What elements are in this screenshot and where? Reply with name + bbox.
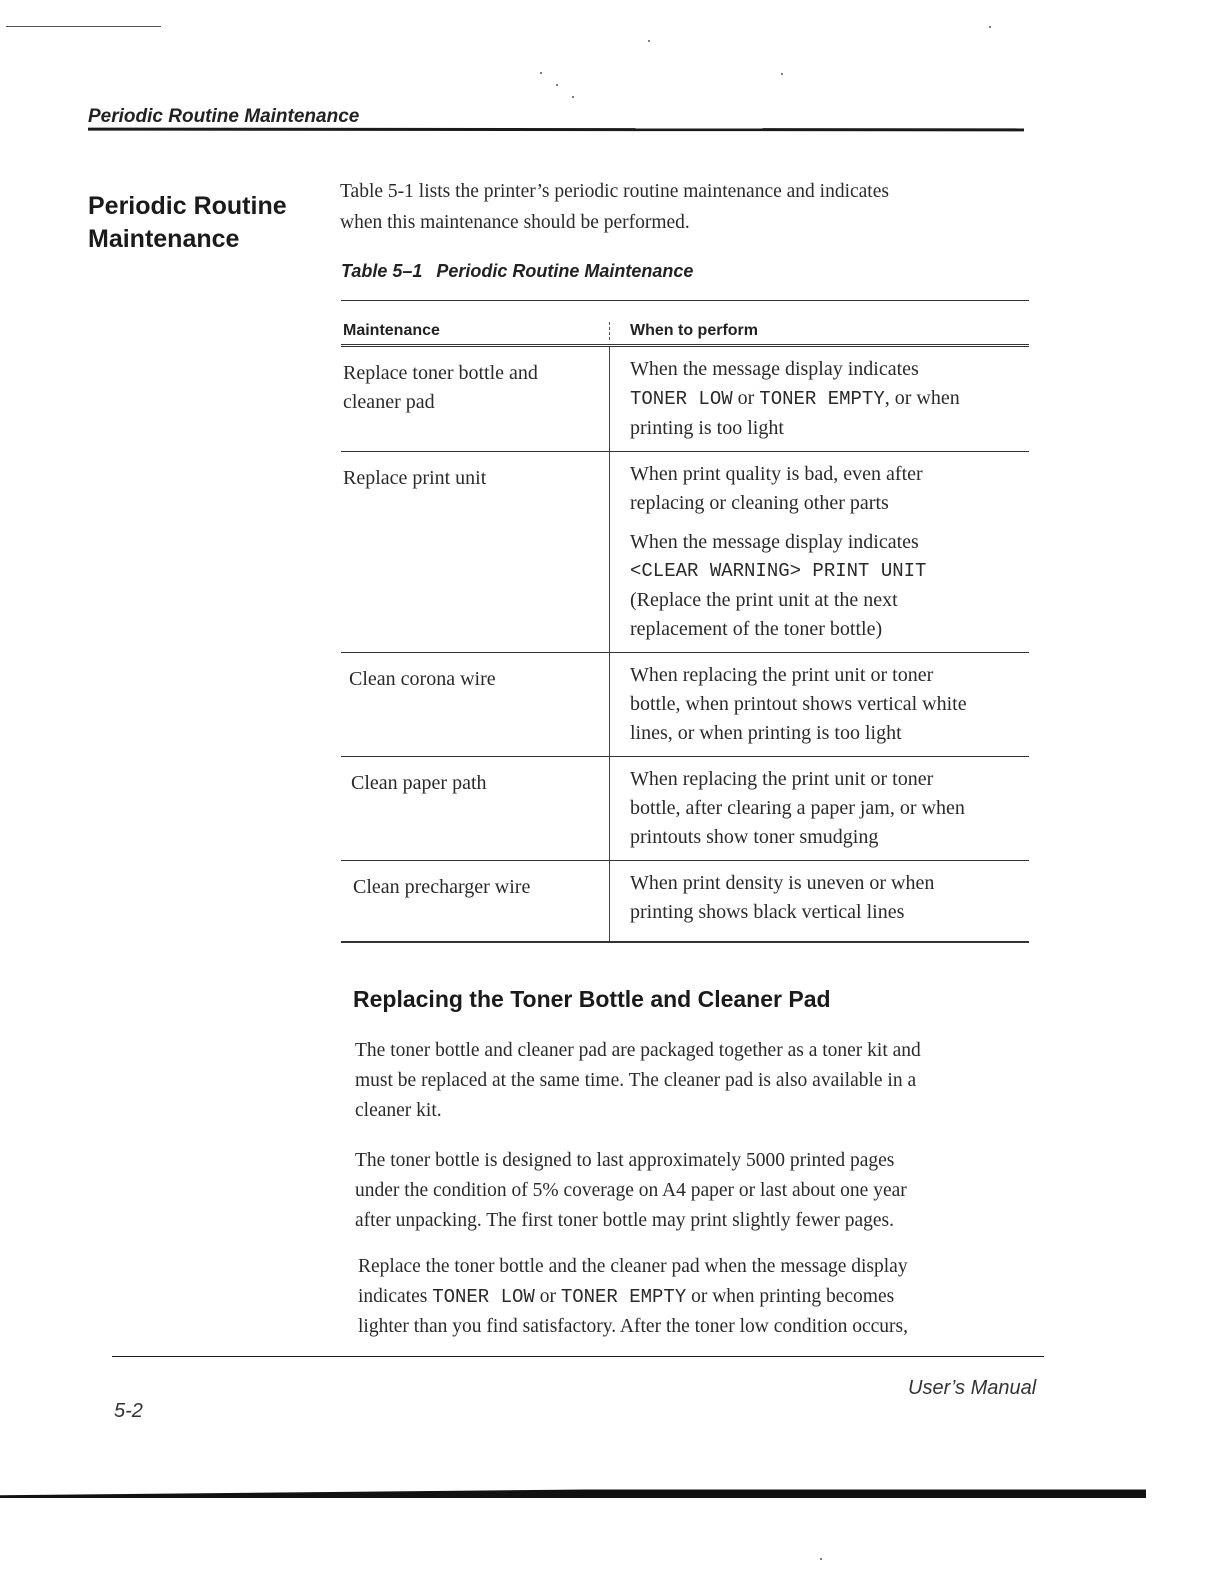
when-cell <box>609 653 1029 756</box>
when-text: replacing or cleaning other parts <box>630 492 889 514</box>
when-text: When replacing the print unit or toner <box>630 768 934 790</box>
scan-artifact-bar <box>0 1484 1146 1498</box>
scan-artifact-dot <box>556 84 558 86</box>
when-text: When the message display indicates <box>630 358 919 380</box>
when-cell <box>609 757 1029 860</box>
paragraph-line: The toner bottle and cleaner pad are packaged together as a toner kit and <box>355 1040 921 1061</box>
table-row <box>341 861 1029 943</box>
table-row <box>341 452 1029 653</box>
paragraph-line: Replace the toner bottle and the cleaner pad when the message display <box>358 1256 908 1277</box>
table-row <box>341 347 1029 452</box>
when-text: printing shows black vertical lines <box>630 901 905 923</box>
when-text: When print quality is bad, even after <box>630 463 923 485</box>
paragraph-text: indicates <box>358 1286 433 1307</box>
when-cell <box>609 452 1029 652</box>
paragraph-line: cleaner kit. <box>355 1100 442 1121</box>
task-text: Clean precharger wire <box>353 876 531 898</box>
display-message-code: TONER LOW <box>432 1286 535 1308</box>
table-caption <box>341 261 693 282</box>
when-cell <box>609 861 1029 941</box>
table-row <box>341 653 1029 757</box>
when-text: bottle, after clearing a paper jam, or when <box>630 797 965 819</box>
task-cell <box>341 757 609 860</box>
subsection-heading: Replacing the Toner Bottle and Cleaner Pad <box>353 986 831 1012</box>
display-message-code: TONER LOW <box>630 388 733 410</box>
running-header-title: Periodic Routine Maintenance <box>88 106 360 127</box>
task-text: Replace print unit <box>343 467 487 489</box>
scan-artifact-dot <box>989 26 991 28</box>
body-paragraph <box>358 1252 1033 1342</box>
task-text: Replace toner bottle and <box>343 362 538 384</box>
when-text <box>630 384 1029 414</box>
scan-artifact-dot <box>781 73 783 75</box>
task-text: Clean corona wire <box>349 668 496 690</box>
maintenance-table <box>341 300 1029 943</box>
paragraph-line: under the condition of 5% coverage on A4 paper or last about one year <box>355 1180 907 1201</box>
when-text: When print density is uneven or when <box>630 872 935 894</box>
scan-artifact-line <box>6 26 161 27</box>
when-text-tail: , or when <box>884 387 960 409</box>
scan-artifact-dot <box>572 96 574 98</box>
task-cell <box>341 653 609 756</box>
section-heading-line1: Periodic Routine <box>88 192 287 220</box>
paragraph-line: The toner bottle is designed to last approximately 5000 printed pages <box>355 1150 895 1171</box>
paragraph-line <box>358 1282 1033 1312</box>
paragraph-line: after unpacking. The first toner bottle may print slightly fewer pages. <box>355 1210 894 1231</box>
body-paragraph <box>355 1146 1030 1236</box>
footer-rule <box>112 1356 1044 1357</box>
display-message-code: <CLEAR WARNING> PRINT UNIT <box>630 560 927 582</box>
when-text: printouts show toner smudging <box>630 826 879 848</box>
task-cell <box>341 861 609 941</box>
body-paragraph <box>355 1036 1030 1126</box>
when-text: When the message display indicates <box>630 531 919 553</box>
task-cell <box>341 452 609 652</box>
conjunction-text: or <box>534 1286 561 1307</box>
section-heading <box>88 190 318 256</box>
when-paragraph <box>630 528 1029 644</box>
footer-manual-title: User’s Manual <box>908 1377 1037 1399</box>
paragraph-line: must be replaced at the same time. The cleaner pad is also available in a <box>355 1070 917 1091</box>
scan-artifact-dot <box>648 40 650 42</box>
footer-page-number: 5-2 <box>114 1400 143 1422</box>
display-message-code: TONER EMPTY <box>759 388 885 410</box>
intro-line1: Table 5-1 lists the printer’s periodic routine maintenance and indicates <box>340 181 889 202</box>
when-text: lines, or when printing is too light <box>630 722 902 744</box>
section-heading-line2: Maintenance <box>88 225 240 253</box>
header-maintenance: Maintenance <box>343 322 440 339</box>
display-message-code: TONER EMPTY <box>560 1286 687 1308</box>
when-text: bottle, when printout shows vertical white <box>630 693 967 715</box>
when-text: printing is too light <box>630 417 784 439</box>
scan-artifact-dot <box>540 72 542 74</box>
header-rule <box>88 128 1024 132</box>
table-row <box>341 757 1029 861</box>
when-text: (Replace the print unit at the next <box>630 589 898 611</box>
task-cell <box>341 347 609 451</box>
paragraph-line: lighter than you find satisfactory. After the toner low condition occurs, <box>358 1316 909 1337</box>
when-cell <box>609 347 1029 451</box>
table-caption-title: Periodic Routine Maintenance <box>436 261 694 281</box>
paragraph-text: or when printing becomes <box>686 1286 895 1307</box>
scan-artifact-dot <box>820 1558 822 1560</box>
when-paragraph <box>630 460 1029 518</box>
task-text: Clean paper path <box>351 772 487 794</box>
table-header-row <box>341 301 1029 347</box>
when-text: replacement of the toner bottle) <box>630 618 883 640</box>
table-caption-number: Table 5–1 <box>341 261 423 281</box>
intro-line2: when this maintenance should be performed. <box>340 212 690 233</box>
intro-paragraph <box>340 176 1020 238</box>
when-text: When replacing the print unit or toner <box>630 664 934 686</box>
conjunction-text: or <box>732 387 760 409</box>
task-text: cleaner pad <box>343 391 435 413</box>
header-when-to-perform: When to perform <box>609 322 1029 340</box>
